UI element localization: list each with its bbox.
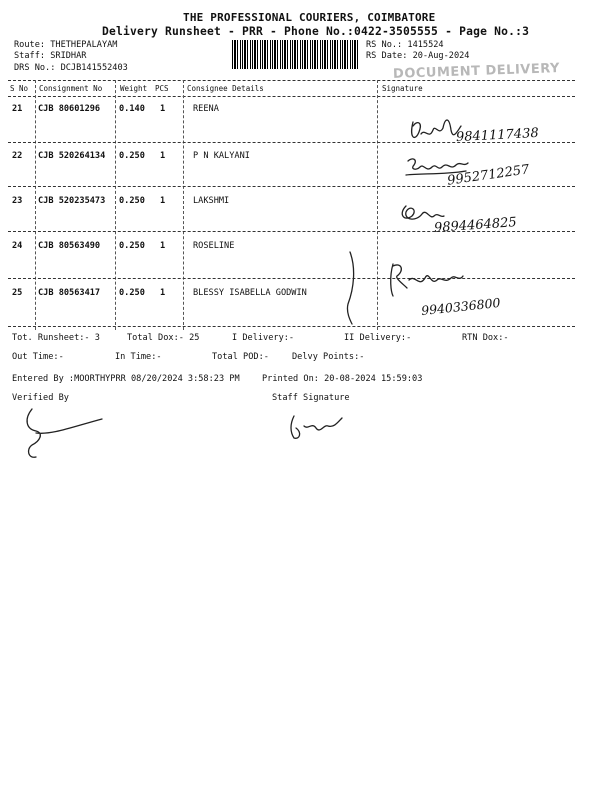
rs-number: RS No.: 1415524 (366, 40, 444, 50)
row-sno: 23 (12, 196, 23, 206)
header-bottom-rule (8, 96, 575, 97)
row-weight: 0.250 (119, 288, 145, 298)
row-sno: 25 (12, 288, 23, 298)
total-dox: Total Dox:- 25 (127, 333, 200, 343)
verified-by-label: Verified By (12, 393, 69, 403)
total-pod: Total POD:- (212, 352, 269, 362)
drs-number: DRS No.: DCJB141552403 (14, 63, 128, 73)
row-consignment: CJB 80563417 (38, 288, 101, 298)
verifier-signature (22, 405, 112, 465)
row-pcs: 1 (160, 241, 166, 251)
document-delivery-stamp: DOCUMENT DELIVERY (392, 61, 561, 82)
row-consignment: CJB 520235473 (38, 196, 106, 206)
staff-signature (286, 408, 346, 444)
route-label: Route: THETHEPALAYAM (14, 40, 118, 50)
col-divider (183, 80, 184, 330)
row-consignee: REENA (193, 104, 219, 114)
row-pcs: 1 (160, 288, 166, 298)
entered-by: Entered By :MOORTHYPRR 08/20/2024 3:58:23 PM (12, 374, 240, 384)
row-weight: 0.250 (119, 241, 145, 251)
col-header-consignment: Consignment No (39, 84, 103, 93)
row-pcs: 1 (160, 104, 166, 114)
row-consignee: LAKSHMI (193, 196, 230, 206)
runsheet-subtitle: Delivery Runsheet - PRR - Phone No.:0422-3505555 - Page No.:3 (102, 25, 530, 38)
recipient-signature-25 (385, 258, 465, 298)
in-time: In Time:- (115, 352, 162, 362)
row-consignment: CJB 80563490 (38, 241, 101, 251)
staff-signature-label: Staff Signature (272, 393, 350, 403)
row-sno: 21 (12, 104, 23, 114)
row-rule (8, 186, 575, 187)
col-header-sno: S No (10, 84, 29, 93)
handwritten-phone-21: 9841117438 (455, 125, 540, 146)
row-sno: 22 (12, 151, 23, 161)
tot-runsheet: Tot. Runsheet:- 3 (12, 333, 100, 343)
table-bottom-rule (8, 326, 575, 327)
staff-label: Staff: SRIDHAR (14, 51, 87, 61)
row-sno: 24 (12, 241, 23, 251)
company-title: THE PROFESSIONAL COURIERS, COIMBATORE (183, 11, 436, 24)
row-rule (8, 278, 575, 279)
row-consignee: ROSELINE (193, 241, 235, 251)
out-time: Out Time:- (12, 352, 64, 362)
handwritten-phone-25: 9940336800 (420, 294, 502, 319)
col-header-weight: Weight (120, 84, 148, 93)
col-header-consignee: Consignee Details (187, 84, 264, 93)
barcode (232, 40, 360, 69)
rtn-dox: RTN Dox:- (462, 333, 509, 343)
delvy-points: Delvy Points:- (292, 352, 365, 362)
row-consignment: CJB 520264134 (38, 151, 106, 161)
printed-on: Printed On: 20-08-2024 15:59:03 (262, 374, 423, 384)
row-pcs: 1 (160, 151, 166, 161)
row-consignee: BLESSY ISABELLA GODWIN (193, 288, 307, 298)
table-top-rule (8, 80, 575, 81)
row-consignee: P N KALYANI (193, 151, 250, 161)
col-divider (377, 80, 378, 330)
ii-delivery: II Delivery:- (344, 333, 412, 343)
row-consignment: CJB 80601296 (38, 104, 101, 114)
col-header-pcs: PCS (155, 84, 169, 93)
row-weight: 0.250 (119, 151, 145, 161)
row-weight: 0.140 (119, 104, 145, 114)
col-header-signature: Signature (382, 84, 423, 93)
bracket-mark (340, 248, 362, 326)
rs-date: RS Date: 20-Aug-2024 (366, 51, 470, 61)
i-delivery: I Delivery:- (232, 333, 295, 343)
col-divider (35, 80, 36, 330)
col-divider (115, 80, 116, 330)
handwritten-phone-22: 9952712257 (446, 162, 531, 189)
row-pcs: 1 (160, 196, 166, 206)
row-weight: 0.250 (119, 196, 145, 206)
handwritten-phone-23: 9894464825 (433, 215, 518, 236)
